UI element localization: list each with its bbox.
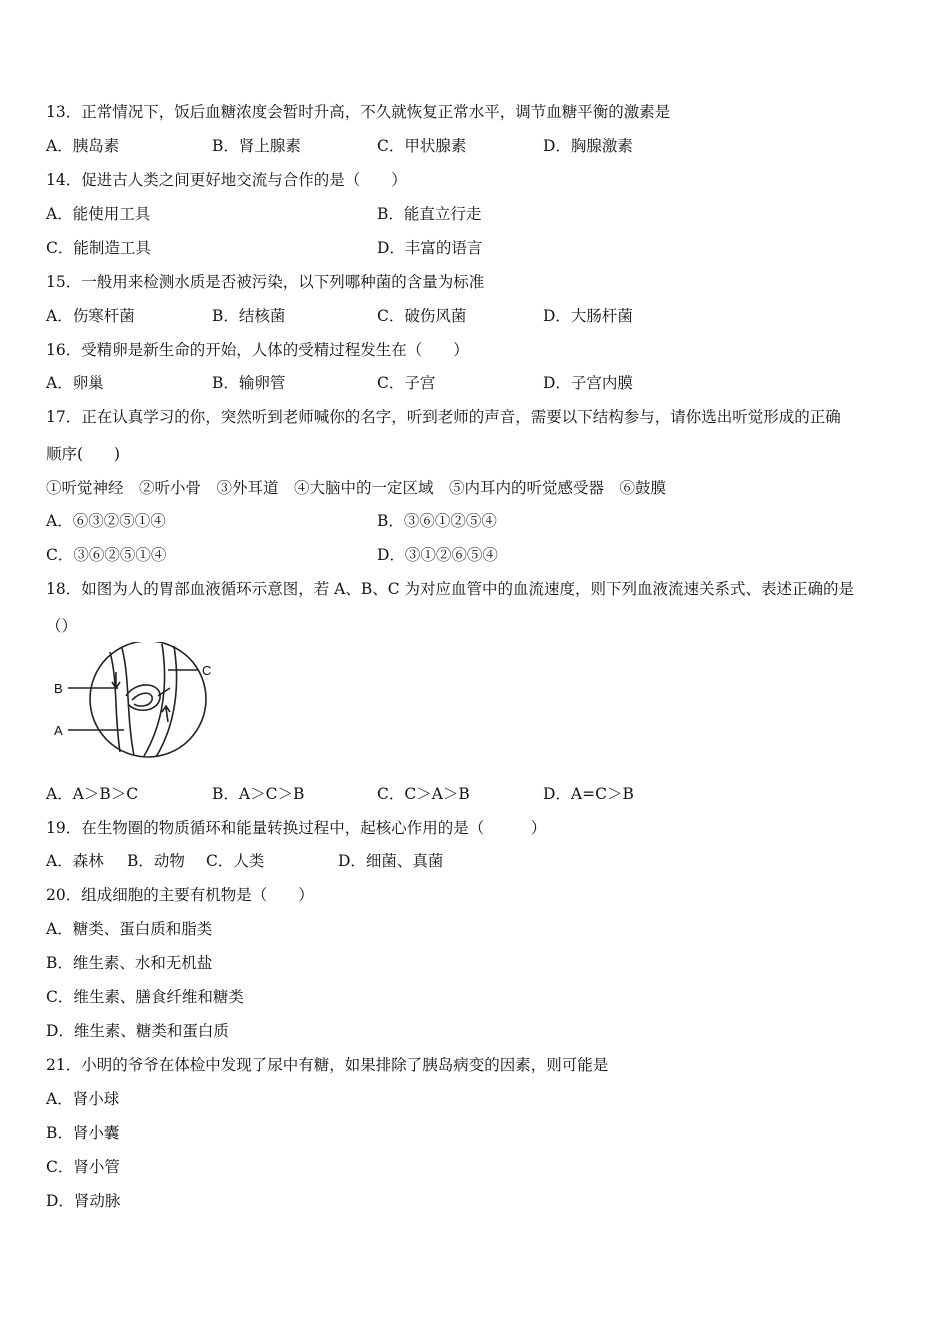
figure-label-c: C bbox=[202, 663, 212, 678]
q21-option-d: D．肾动脉 bbox=[46, 1192, 121, 1210]
q14-option-c: C．能制造工具 bbox=[46, 239, 151, 257]
figure-capillary-inner bbox=[132, 693, 152, 706]
q17-stem-line1: 17．正在认真学习的你，突然听到老师喊你的名字，听到老师的声音，需要以下结构参与，请你选出听觉形成的正确 bbox=[46, 408, 841, 426]
q19-option-a: A．森林 bbox=[46, 852, 104, 870]
figure-circle-outline bbox=[90, 642, 206, 757]
q18-option-b: B．A＞C＞B bbox=[212, 785, 305, 803]
q16-stem: 16．受精卵是新生命的开始，人体的受精过程发生在（ ） bbox=[46, 341, 469, 359]
q13-option-c: C．甲状腺素 bbox=[377, 137, 467, 155]
q20-stem: 20．组成细胞的主要有机物是（ ） bbox=[46, 886, 314, 904]
q20-option-b: B．维生素、水和无机盐 bbox=[46, 954, 213, 972]
q14-stem: 14．促进古人类之间更好地交流与合作的是（ ） bbox=[46, 171, 407, 189]
q16-option-d: D．子宫内膜 bbox=[543, 374, 633, 392]
q19-option-c: C．人类 bbox=[206, 852, 265, 870]
q15-option-d: D．大肠杆菌 bbox=[543, 307, 633, 325]
q13-option-d: D．胸腺激素 bbox=[543, 137, 633, 155]
q21-option-a: A．肾小球 bbox=[46, 1090, 120, 1108]
q17-option-c: C．③⑥②⑤①④ bbox=[46, 546, 167, 564]
q16-option-b: B．输卵管 bbox=[212, 374, 286, 392]
stomach-blood-circulation-figure bbox=[52, 642, 222, 777]
q21-option-b: B．肾小囊 bbox=[46, 1124, 120, 1142]
q13-stem: 13．正常情况下，饭后血糖浓度会暂时升高，不久就恢复正常水平，调节血糖平衡的激素是 bbox=[46, 103, 671, 121]
q17-stem-line2: 顺序( ) bbox=[46, 445, 121, 463]
figure-vessel-right-edge bbox=[144, 644, 165, 756]
q17-items: ①听觉神经 ②听小骨 ③外耳道 ④大脑中的一定区域 ⑤内耳内的听觉感受器 ⑥鼓膜 bbox=[46, 479, 667, 497]
q20-option-a: A．糖类、蛋白质和脂类 bbox=[46, 920, 213, 938]
q18-stem-line1: 18．如图为人的胃部血液循环示意图，若 A、B、C 为对应血管中的血流速度，则下列血液流速关系式、表述正确的是 bbox=[46, 580, 855, 598]
q15-stem: 15．一般用来检测水质是否被污染，以下列哪种菌的含量为标准 bbox=[46, 273, 485, 291]
q20-option-d: D．维生素、糖类和蛋白质 bbox=[46, 1022, 229, 1040]
q19-option-d: D．细菌、真菌 bbox=[338, 852, 444, 870]
q13-option-a: A．胰岛素 bbox=[46, 137, 120, 155]
figure-arrow-up bbox=[162, 706, 170, 722]
q16-option-c: C．子宫 bbox=[377, 374, 436, 392]
q13-option-b: B．肾上腺素 bbox=[212, 137, 301, 155]
q20-option-c: C．维生素、膳食纤维和糖类 bbox=[46, 988, 244, 1006]
q14-option-a: A．能使用工具 bbox=[46, 205, 151, 223]
figure-vessel-left-edge bbox=[110, 652, 120, 752]
figure-label-b: B bbox=[54, 681, 63, 696]
q21-option-c: C．肾小管 bbox=[46, 1158, 120, 1176]
q17-option-b: B．③⑥①②⑤④ bbox=[377, 512, 497, 530]
q14-option-d: D．丰富的语言 bbox=[377, 239, 483, 257]
q16-option-a: A．卵巢 bbox=[46, 374, 104, 392]
q15-option-a: A．伤寒杆菌 bbox=[46, 307, 135, 325]
q17-option-a: A．⑥③②⑤①④ bbox=[46, 512, 166, 530]
q14-option-b: B．能直立行走 bbox=[377, 205, 482, 223]
q18-stem-line2: （） bbox=[46, 617, 78, 635]
q19-option-b: B．动物 bbox=[127, 852, 185, 870]
q15-option-c: C．破伤风菌 bbox=[377, 307, 467, 325]
q17-option-d: D．③①②⑥⑤④ bbox=[377, 546, 498, 564]
q19-stem: 19．在生物圈的物质循环和能量转换过程中，起核心作用的是（ ） bbox=[46, 819, 547, 837]
q18-option-c: C．C＞A＞B bbox=[377, 785, 470, 803]
q18-option-d: D．A=C＞B bbox=[543, 785, 634, 803]
figure-label-a: A bbox=[54, 723, 63, 738]
figure-vessel-left-inner bbox=[122, 648, 134, 756]
q18-option-a: A．A＞B＞C bbox=[46, 785, 139, 803]
q15-option-b: B．结核菌 bbox=[212, 307, 286, 325]
q21-stem: 21．小明的爷爷在体检中发现了尿中有糖，如果排除了胰岛病变的因素，则可能是 bbox=[46, 1056, 609, 1074]
